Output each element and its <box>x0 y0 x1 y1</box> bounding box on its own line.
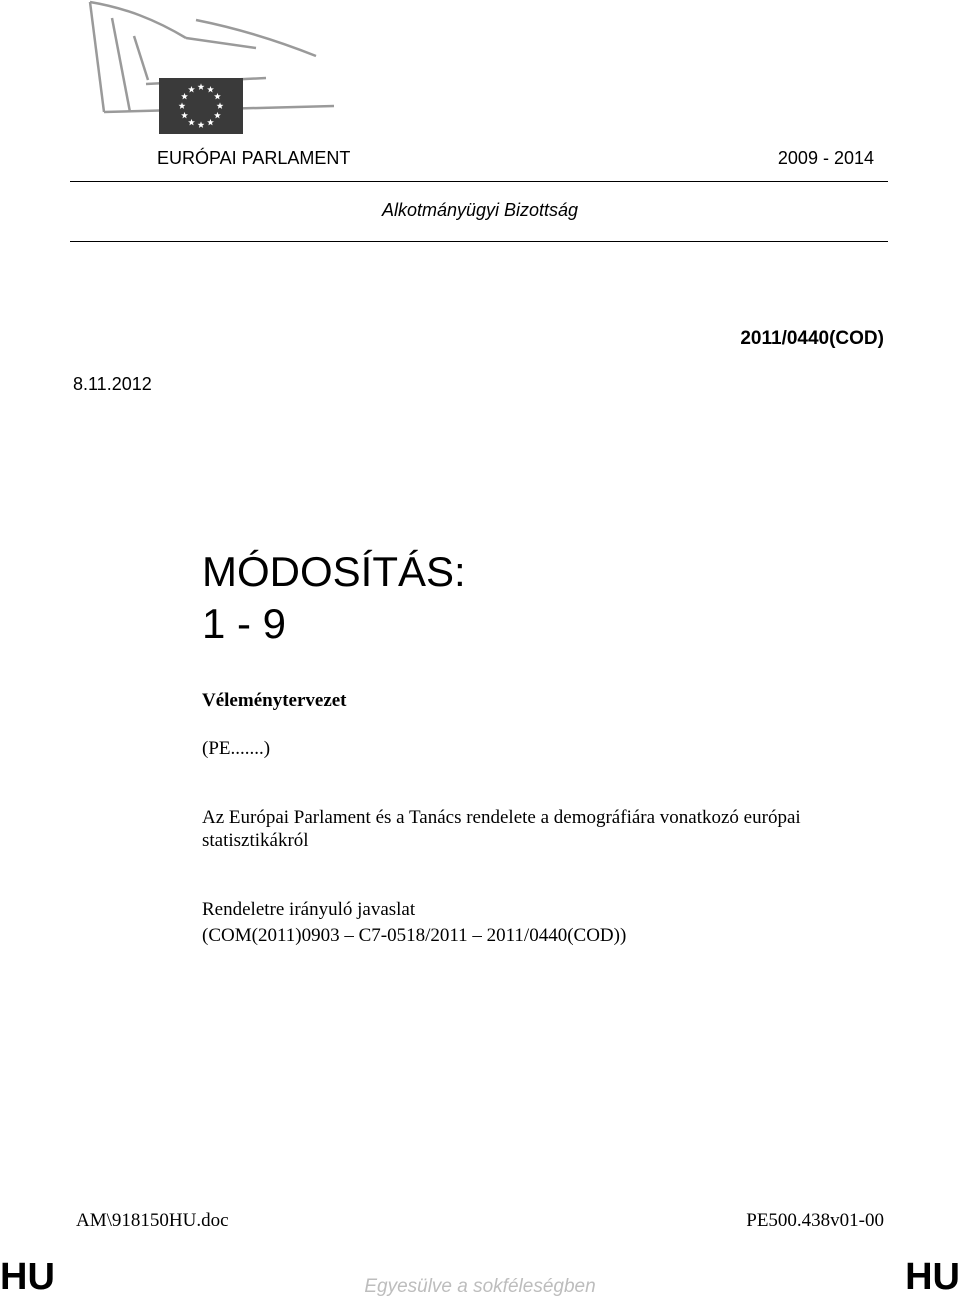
institution-name: EURÓPAI PARLAMENT <box>157 148 351 168</box>
footer-pe-number: PE500.438v01-00 <box>746 1210 884 1231</box>
amendment-range: 1 - 9 <box>202 600 287 647</box>
proposal-reference: (COM(2011)0903 – C7-0518/2011 – 2011/0440(COD)) <box>202 925 627 946</box>
document-type: Véleménytervezet <box>202 690 347 711</box>
ep-logo-graphic <box>86 0 336 140</box>
document-subject: Az Európai Parlament és a Tanács rendelete a demográfiára vonatkozó európai statisztikákról <box>202 807 801 851</box>
procedure-number: 2011/0440(COD) <box>740 328 884 349</box>
eu-motto: Egyesülve a sokféleségben <box>364 1276 596 1297</box>
pe-reference: (PE.......) <box>202 738 271 759</box>
document-title: MÓDOSÍTÁS: <box>202 548 466 595</box>
document-date: 8.11.2012 <box>73 374 152 394</box>
language-code-right: HU <box>905 1256 960 1298</box>
header-divider-bottom <box>70 241 888 242</box>
ep-logo <box>86 0 336 140</box>
proposal-label: Rendeletre irányuló javaslat <box>202 899 416 920</box>
header-divider-top <box>70 181 888 182</box>
language-code-left: HU <box>0 1256 55 1298</box>
footer-doc-id: AM\918150HU.doc <box>76 1210 229 1231</box>
parliamentary-term: 2009 - 2014 <box>777 148 874 168</box>
committee-name: Alkotmányügyi Bizottság <box>381 200 579 220</box>
